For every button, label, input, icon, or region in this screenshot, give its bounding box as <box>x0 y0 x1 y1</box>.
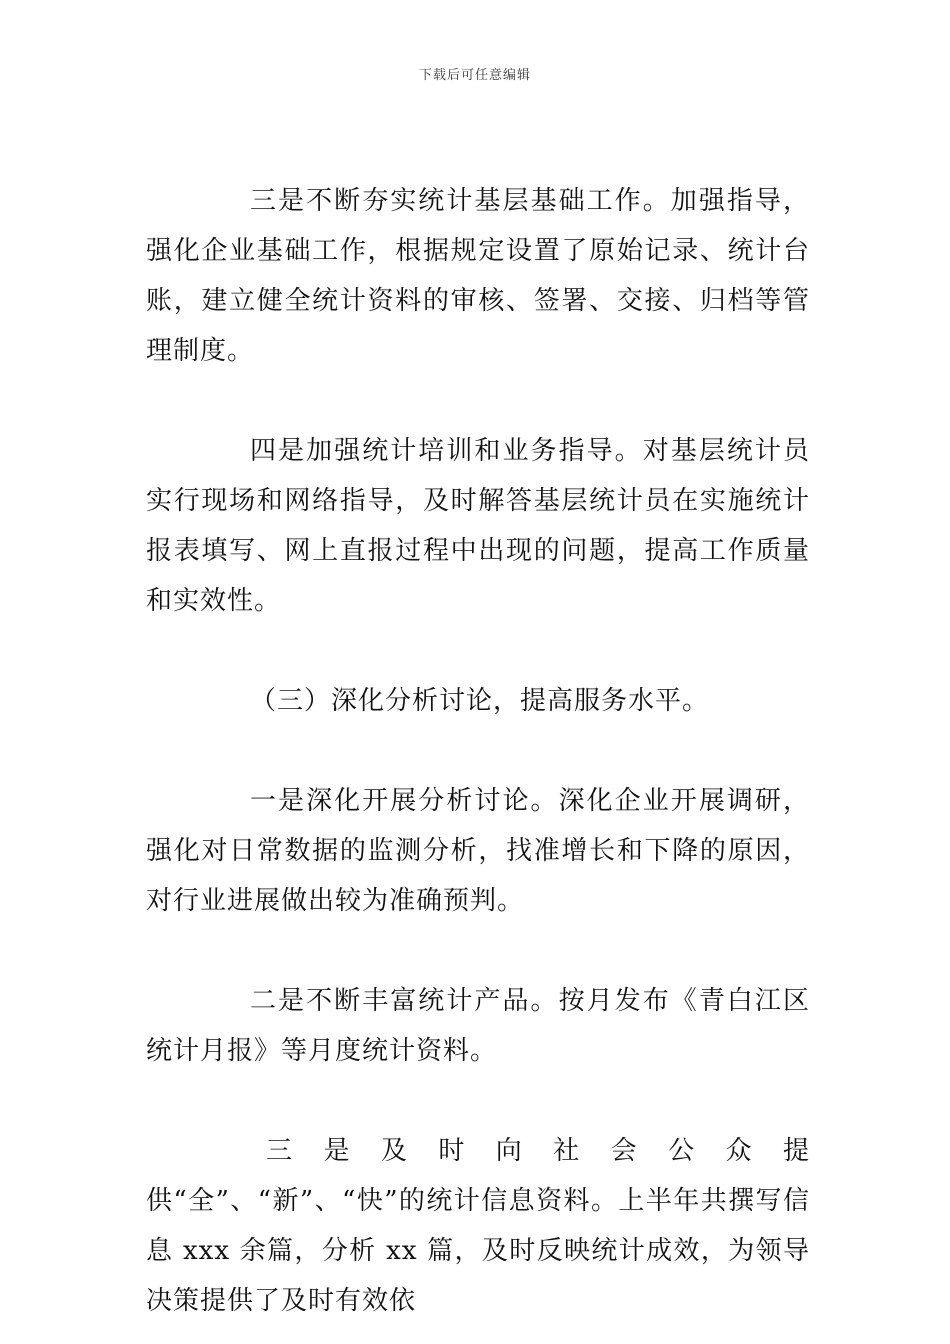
document-body <box>146 176 810 1326</box>
paragraph-training-guidance: 四是加强统计培训和业务指导。对基层统计员实行现场和网络指导，及时解答基层统计员在实施统计报表填写、网上直报过程中出现的问题，提高工作质量和实效性。 <box>146 436 810 616</box>
section-heading-analysis: （三）深化分析讨论，提高服务水平。 <box>250 686 710 716</box>
paragraph-public-information: 三是及时向社会公众提供“全”、“新”、“快”的统计信息资料。上半年共撰写信息 xxx 余篇，分析 xx 篇，及时反映统计成效，为领导决策提供了及时有效依 <box>146 1136 810 1316</box>
paragraph-deepen-analysis: 一是深化开展分析讨论。深化企业开展调研，强化对日常数据的监测分析，找准增长和下降的原因，对行业进展做出较为准确预判。 <box>146 786 810 916</box>
page-header: 下载后可任意编辑 <box>418 68 531 83</box>
paragraph-statistical-products: 二是不断丰富统计产品。按月发布《青白江区统计月报》等月度统计资料。 <box>146 986 810 1066</box>
paragraph-foundation-work: 三是不断夯实统计基层基础工作。加强指导，强化企业基础工作，根据规定设置了原始记录、统计台账，建立健全统计资料的审核、签署、交接、归档等管理制度。 <box>146 186 810 366</box>
